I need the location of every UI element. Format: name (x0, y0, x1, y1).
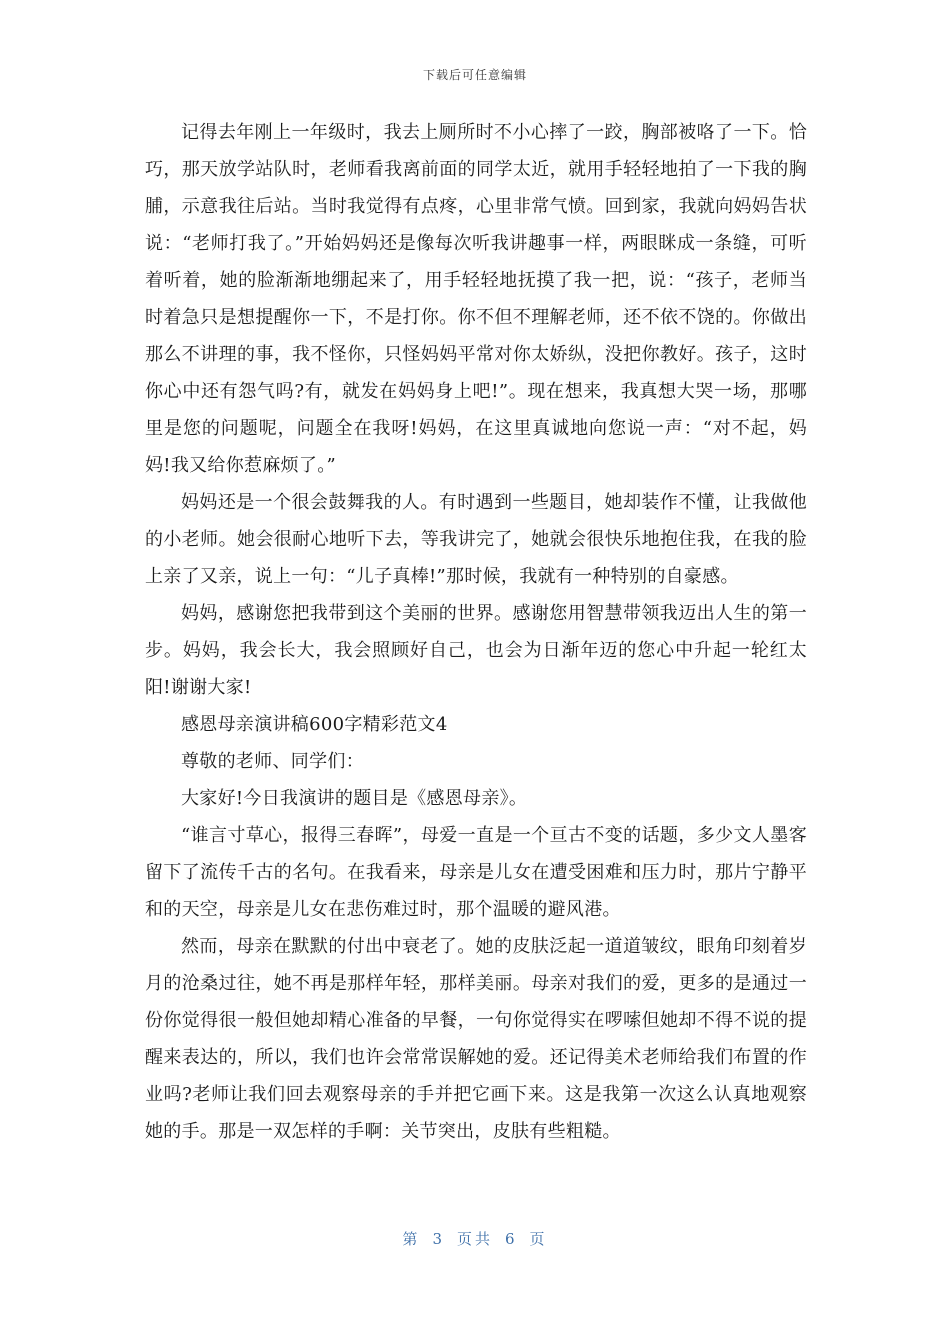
salutation: 尊敬的老师、同学们： (181, 751, 364, 772)
footer-prefix: 第 (402, 1230, 421, 1248)
paragraph: 记得去年刚上一年级时，我去上厕所时不小心摔了一跤，胸部被咯了一下。恰巧，那天放学站队时，老师看我离前面的同学太近，就用手轻轻地拍了一下我的胸脯，示意我往后站。当时我觉得有点疼，心里非常气愤。回到家，我就向妈妈告状说：“老师打我了。”开始妈妈还是像每次听我讲趣事一样，两眼眯成一条缝，可听着听着，她的脸渐渐地绷起来了，用手轻轻地抚摸了我一把，说：“孩子，老师当时着急只是想提醒你一下，不是打你。你不但不理解老师，还不依不饶的。你做出那么不讲理的事，我不怪你，只怪妈妈平常对你太娇纵，没把你教好。孩子，这时你心中还有怨气吗?有，就发在妈妈身上吧!”。现在想来，我真想大哭一场，那哪里是您的问题呢，问题全在我呀!妈妈，在这里真诚地向您说一声：“对不起，妈妈!我又给你惹麻烦了。” (145, 122, 807, 476)
footer-suffix: 页 (529, 1230, 548, 1248)
paragraph: 妈妈，感谢您把我带到这个美丽的世界。感谢您用智慧带领我迈出人生的第一步。妈妈，我会长大，我会照顾好自己，也会为日渐年迈的您心中升起一轮红太阳!谢谢大家! (145, 603, 807, 698)
greeting: 大家好!今日我演讲的题目是《感恩母亲》。 (181, 788, 528, 809)
footer-mid: 页共 (456, 1230, 493, 1248)
header-note: 下载后可任意编辑 (422, 68, 527, 82)
total-pages-number: 6 (505, 1230, 518, 1248)
current-page-number: 3 (432, 1230, 445, 1248)
page-number-footer (0, 1228, 950, 1249)
section-title: 感恩母亲演讲稿600字精彩范文4 (181, 714, 448, 735)
paragraph: 妈妈还是一个很会鼓舞我的人。有时遇到一些题目，她却装作不懂，让我做他的小老师。她会很耐心地听下去，等我讲完了，她就会很快乐地抱住我，在我的脸上亲了又亲，说上一句：“儿子真棒!”那时候，我就有一种特别的自豪感。 (145, 492, 807, 587)
document-body (145, 114, 807, 1150)
paragraph: “谁言寸草心，报得三春晖”，母爱一直是一个亘古不变的话题，多少文人墨客留下了流传千古的名句。在我看来，母亲是儿女在遭受困难和压力时，那片宁静平和的天空，母亲是儿女在悲伤难过时，那个温暖的避风港。 (145, 825, 807, 920)
paragraph: 然而，母亲在默默的付出中衰老了。她的皮肤泛起一道道皱纹，眼角印刻着岁月的沧桑过往，她不再是那样年轻，那样美丽。母亲对我们的爱，更多的是通过一份你觉得很一般但她却精心准备的早餐，一句你觉得实在啰嗦但她却不得不说的提醒来表达的，所以，我们也许会常常误解她的爱。还记得美术老师给我们布置的作业吗?老师让我们回去观察母亲的手并把它画下来。这是我第一次这么认真地观察她的手。那是一双怎样的手啊：关节突出，皮肤有些粗糙。 (145, 936, 807, 1142)
